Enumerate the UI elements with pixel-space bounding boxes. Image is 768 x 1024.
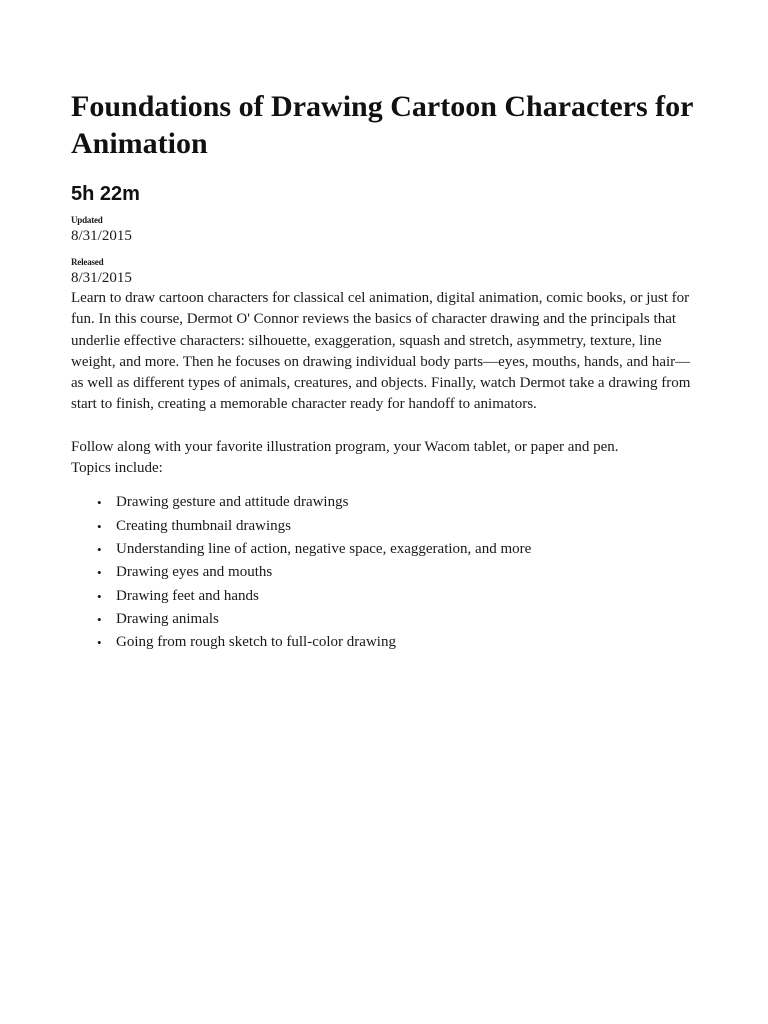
list-item bbox=[97, 608, 696, 631]
list-item bbox=[97, 538, 696, 561]
bullet-icon: • bbox=[97, 635, 102, 651]
released-date: 8/31/2015 bbox=[71, 270, 132, 286]
list-item bbox=[97, 585, 696, 608]
updated-label: Updated bbox=[71, 215, 103, 225]
follow-along-text: Follow along with your favorite illustration program, your Wacom tablet, or paper and pen. bbox=[71, 438, 619, 455]
course-title: Foundations of Drawing Cartoon Characters for Animation bbox=[71, 90, 693, 160]
bullet-icon: • bbox=[97, 541, 102, 557]
bullet-icon: • bbox=[97, 518, 102, 534]
topics-intro: Topics include: bbox=[71, 460, 163, 477]
list-item bbox=[97, 515, 696, 538]
list-item bbox=[97, 631, 696, 654]
paragraph-spacer bbox=[71, 416, 696, 437]
topic-text: Drawing feet and hands bbox=[116, 587, 259, 604]
list-item bbox=[97, 491, 696, 514]
topic-text: Understanding line of action, negative space, exaggeration, and more bbox=[116, 540, 532, 557]
bullet-icon: • bbox=[97, 565, 102, 581]
topic-text: Drawing gesture and attitude drawings bbox=[116, 494, 349, 511]
topic-text: Drawing eyes and mouths bbox=[116, 564, 273, 581]
bullet-icon: • bbox=[97, 588, 102, 604]
updated-date: 8/31/2015 bbox=[71, 228, 132, 244]
topic-text: Going from rough sketch to full-color drawing bbox=[116, 634, 396, 651]
bullet-icon: • bbox=[97, 611, 102, 627]
topic-text: Drawing animals bbox=[116, 610, 219, 627]
topics-list bbox=[71, 491, 696, 654]
topic-text: Creating thumbnail drawings bbox=[116, 517, 291, 534]
list-item bbox=[97, 561, 696, 584]
bullet-icon: • bbox=[97, 495, 102, 511]
course-duration: 5h 22m bbox=[71, 183, 140, 205]
course-description: Learn to draw cartoon characters for classical cel animation, digital animation, comic books, or just for fun. In this course, Dermot O' Connor reviews the basics of character drawing and the principals that underlie effective characters: silhouette, exaggeration, squash and stretch, asymmetry, texture, line weight, and more. Then he focuses on drawing individual body parts—eyes, mouths, hands, and hair—as well as different types of animals, creatures, and objects. Finally, watch Dermot take a drawing from start to finish, creating a memorable character ready for handoff to animators. bbox=[71, 290, 691, 413]
released-label: Released bbox=[71, 257, 104, 267]
